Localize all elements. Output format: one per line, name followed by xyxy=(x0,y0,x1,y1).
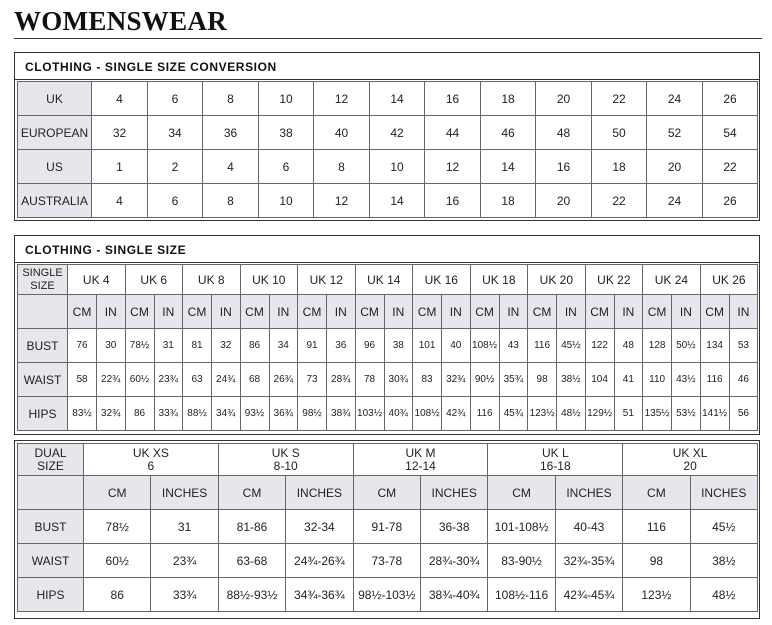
unit-header: IN xyxy=(212,295,241,329)
measurement-value: 28¾-30¾ xyxy=(420,544,487,578)
measurement-value: 34¾ xyxy=(212,397,241,431)
measurement-value: 78½ xyxy=(125,329,154,363)
size-value: 10 xyxy=(259,184,314,218)
unit-header: INCHES xyxy=(555,476,622,510)
size-value: 12 xyxy=(314,184,370,218)
measurement-value: 128 xyxy=(643,329,672,363)
measurement-value: 38¾ xyxy=(327,397,356,431)
unit-header: CM xyxy=(183,295,212,329)
unit-header: CM xyxy=(470,295,499,329)
measurement-value: 116 xyxy=(623,510,690,544)
size-value: 26 xyxy=(703,184,758,218)
measurement-value: 35¾ xyxy=(499,363,528,397)
size-value: 16 xyxy=(425,184,481,218)
size-value: 4 xyxy=(92,82,148,116)
size-header: UK 24 xyxy=(643,265,701,295)
measurement-value: 40-43 xyxy=(555,510,622,544)
size-header: UK 12 xyxy=(298,265,356,295)
size-name: UK XL xyxy=(672,445,708,460)
measurement-value: 36 xyxy=(327,329,356,363)
measurement-value: 32-34 xyxy=(286,510,353,544)
size-value: 10 xyxy=(370,150,425,184)
unit-header: CM xyxy=(125,295,154,329)
empty-cell xyxy=(18,476,84,510)
row-label: WAIST xyxy=(18,363,68,397)
row-label: BUST xyxy=(18,510,84,544)
measurement-value: 38½ xyxy=(557,363,586,397)
size-value: 24 xyxy=(647,184,703,218)
measurement-value: 60½ xyxy=(125,363,154,397)
measurement-value: 41 xyxy=(614,363,643,397)
measurement-value: 40¾ xyxy=(384,397,413,431)
measurement-value: 22¾ xyxy=(97,363,126,397)
size-range: 20 xyxy=(683,458,697,473)
measurement-value: 76 xyxy=(68,329,97,363)
measurement-value: 24¾-26¾ xyxy=(286,544,353,578)
measurement-value: 104 xyxy=(585,363,614,397)
conversion-title: CLOTHING - SINGLE SIZE CONVERSION xyxy=(15,53,759,80)
conversion-row xyxy=(18,82,758,116)
size-value: 12 xyxy=(425,150,481,184)
size-header: UK 20 xyxy=(528,265,586,295)
measurement-value: 56 xyxy=(729,397,758,431)
measurement-value: 123½ xyxy=(623,578,690,612)
measurement-row xyxy=(18,397,758,431)
measurement-value: 48½ xyxy=(690,578,757,612)
unit-header: IN xyxy=(499,295,528,329)
measurement-value: 43½ xyxy=(672,363,701,397)
unit-header: CM xyxy=(528,295,557,329)
size-value: 42 xyxy=(370,116,425,150)
measurement-value: 108½ xyxy=(413,397,442,431)
measurement-value: 42¾ xyxy=(442,397,471,431)
size-value: 36 xyxy=(203,116,259,150)
unit-header: CM xyxy=(218,476,285,510)
size-value: 20 xyxy=(647,150,703,184)
measurement-value: 98½ xyxy=(298,397,327,431)
measurement-row xyxy=(18,544,758,578)
measurement-value: 32¾ xyxy=(442,363,471,397)
size-value: 1 xyxy=(92,150,148,184)
size-value: 32 xyxy=(92,116,148,150)
measurement-value: 98 xyxy=(528,363,557,397)
measurement-value: 108½ xyxy=(470,329,499,363)
row-label: EUROPEAN xyxy=(18,116,92,150)
size-value: 38 xyxy=(259,116,314,150)
measurement-value: 30¾ xyxy=(384,363,413,397)
measurement-value: 98 xyxy=(623,544,690,578)
corner-label: SINGLE SIZE xyxy=(18,265,68,295)
measurement-value: 45½ xyxy=(557,329,586,363)
measurement-value: 31 xyxy=(151,510,218,544)
unit-header: CM xyxy=(585,295,614,329)
measurement-value: 90½ xyxy=(470,363,499,397)
size-value: 54 xyxy=(703,116,758,150)
dual-size-table xyxy=(17,443,758,612)
measurement-value: 32 xyxy=(212,329,241,363)
measurement-value: 73-78 xyxy=(353,544,420,578)
size-value: 24 xyxy=(647,82,703,116)
size-name: UK S xyxy=(271,445,300,460)
size-header: UK 18 xyxy=(470,265,528,295)
measurement-value: 83½ xyxy=(68,397,97,431)
unit-header: CM xyxy=(68,295,97,329)
measurement-value: 38 xyxy=(384,329,413,363)
unit-header: CM xyxy=(413,295,442,329)
size-value: 46 xyxy=(481,116,536,150)
measurement-value: 141½ xyxy=(700,397,729,431)
unit-header: IN xyxy=(154,295,183,329)
measurement-value: 101 xyxy=(413,329,442,363)
measurement-value: 123½ xyxy=(528,397,557,431)
measurement-value: 101-108½ xyxy=(488,510,555,544)
measurement-row xyxy=(18,510,758,544)
measurement-value: 91-78 xyxy=(353,510,420,544)
measurement-value: 50½ xyxy=(672,329,701,363)
size-value: 50 xyxy=(592,116,647,150)
size-name: UK XS xyxy=(132,445,169,460)
measurement-value: 134 xyxy=(700,329,729,363)
measurement-value: 33¾ xyxy=(151,578,218,612)
measurement-row xyxy=(18,363,758,397)
unit-header-row xyxy=(18,295,758,329)
measurement-value: 32¾ xyxy=(97,397,126,431)
title-divider xyxy=(14,38,762,39)
measurement-value: 24¾ xyxy=(212,363,241,397)
row-label: WAIST xyxy=(18,544,84,578)
measurement-value: 45¾ xyxy=(499,397,528,431)
size-value: 4 xyxy=(203,150,259,184)
measurement-value: 38¾-40¾ xyxy=(420,578,487,612)
size-range: 6 xyxy=(147,458,155,473)
unit-header: CM xyxy=(488,476,555,510)
size-value: 18 xyxy=(592,150,647,184)
measurement-value: 60½ xyxy=(84,544,151,578)
size-name: UK L xyxy=(541,445,569,460)
measurement-value: 53½ xyxy=(672,397,701,431)
size-header-row xyxy=(18,265,758,295)
measurement-value: 108½-116 xyxy=(488,578,555,612)
measurement-value: 86 xyxy=(240,329,269,363)
measurement-value: 110 xyxy=(643,363,672,397)
measurement-value: 135½ xyxy=(643,397,672,431)
measurement-value: 32¾-35¾ xyxy=(555,544,622,578)
measurement-value: 116 xyxy=(528,329,557,363)
measurement-value: 129½ xyxy=(585,397,614,431)
measurement-value: 122 xyxy=(585,329,614,363)
measurement-value: 93½ xyxy=(240,397,269,431)
size-value: 22 xyxy=(703,150,758,184)
measurement-value: 73 xyxy=(298,363,327,397)
size-value: 12 xyxy=(314,82,370,116)
size-value: 20 xyxy=(536,82,592,116)
measurement-value: 86 xyxy=(125,397,154,431)
unit-header: IN xyxy=(327,295,356,329)
size-value: 18 xyxy=(481,184,536,218)
size-header: UK 22 xyxy=(585,265,643,295)
size-value: 22 xyxy=(592,184,647,218)
measurement-row xyxy=(18,578,758,612)
conversion-table xyxy=(17,81,758,218)
unit-header: CM xyxy=(353,476,420,510)
single-size-panel xyxy=(14,235,760,435)
conversion-row xyxy=(18,150,758,184)
corner-label: DUAL SIZE xyxy=(18,444,84,476)
measurement-value: 36¾ xyxy=(269,397,298,431)
measurement-value: 36-38 xyxy=(420,510,487,544)
size-value: 34 xyxy=(148,116,203,150)
measurement-value: 86 xyxy=(84,578,151,612)
unit-header: CM xyxy=(84,476,151,510)
size-value: 20 xyxy=(536,184,592,218)
size-value: 2 xyxy=(148,150,203,184)
measurement-value: 48½ xyxy=(557,397,586,431)
row-label: BUST xyxy=(18,329,68,363)
size-header xyxy=(623,444,758,476)
measurement-row xyxy=(18,329,758,363)
unit-header: INCHES xyxy=(420,476,487,510)
conversion-row xyxy=(18,184,758,218)
size-range: 16-18 xyxy=(539,458,571,473)
measurement-value: 98½-103½ xyxy=(353,578,420,612)
measurement-value: 88½ xyxy=(183,397,212,431)
unit-header-row xyxy=(18,476,758,510)
empty-cell xyxy=(18,295,68,329)
measurement-value: 83 xyxy=(413,363,442,397)
row-label: UK xyxy=(18,82,92,116)
size-header xyxy=(353,444,488,476)
size-value: 40 xyxy=(314,116,370,150)
measurement-value: 78½ xyxy=(84,510,151,544)
unit-header: IN xyxy=(672,295,701,329)
measurement-value: 38½ xyxy=(690,544,757,578)
unit-header: IN xyxy=(557,295,586,329)
size-header: UK 10 xyxy=(240,265,298,295)
unit-header: IN xyxy=(614,295,643,329)
size-value: 6 xyxy=(148,82,203,116)
measurement-value: 23¾ xyxy=(151,544,218,578)
unit-header: IN xyxy=(729,295,758,329)
single-size-table xyxy=(17,264,758,431)
size-header: UK 8 xyxy=(183,265,241,295)
measurement-value: 34 xyxy=(269,329,298,363)
size-value: 26 xyxy=(703,82,758,116)
size-header xyxy=(488,444,623,476)
size-value: 44 xyxy=(425,116,481,150)
measurement-value: 83-90½ xyxy=(488,544,555,578)
measurement-value: 103½ xyxy=(355,397,384,431)
measurement-value: 81-86 xyxy=(218,510,285,544)
measurement-value: 33¾ xyxy=(154,397,183,431)
measurement-value: 63 xyxy=(183,363,212,397)
measurement-value: 28¾ xyxy=(327,363,356,397)
single-size-title: CLOTHING - SINGLE SIZE xyxy=(15,236,759,263)
unit-header: INCHES xyxy=(151,476,218,510)
size-value: 52 xyxy=(647,116,703,150)
unit-header: IN xyxy=(384,295,413,329)
size-value: 8 xyxy=(203,82,259,116)
measurement-value: 96 xyxy=(355,329,384,363)
measurement-value: 40 xyxy=(442,329,471,363)
measurement-value: 116 xyxy=(470,397,499,431)
measurement-value: 53 xyxy=(729,329,758,363)
measurement-value: 68 xyxy=(240,363,269,397)
measurement-value: 58 xyxy=(68,363,97,397)
size-value: 16 xyxy=(536,150,592,184)
size-header: UK 6 xyxy=(125,265,183,295)
size-value: 10 xyxy=(259,82,314,116)
size-value: 14 xyxy=(370,184,425,218)
measurement-value: 91 xyxy=(298,329,327,363)
size-value: 16 xyxy=(425,82,481,116)
row-label: AUSTRALIA xyxy=(18,184,92,218)
size-value: 48 xyxy=(536,116,592,150)
measurement-value: 116 xyxy=(700,363,729,397)
size-value: 6 xyxy=(259,150,314,184)
row-label: US xyxy=(18,150,92,184)
size-value: 14 xyxy=(481,150,536,184)
measurement-value: 31 xyxy=(154,329,183,363)
size-value: 6 xyxy=(148,184,203,218)
size-header: UK 14 xyxy=(355,265,413,295)
unit-header: IN xyxy=(97,295,126,329)
unit-header: IN xyxy=(442,295,471,329)
row-label: HIPS xyxy=(18,578,84,612)
unit-header: INCHES xyxy=(286,476,353,510)
unit-header: CM xyxy=(240,295,269,329)
size-header xyxy=(84,444,219,476)
dual-size-panel xyxy=(14,440,760,619)
measurement-value: 26¾ xyxy=(269,363,298,397)
size-value: 8 xyxy=(314,150,370,184)
size-range: 12-14 xyxy=(405,458,436,473)
measurement-value: 88½-93½ xyxy=(218,578,285,612)
size-value: 22 xyxy=(592,82,647,116)
size-header xyxy=(218,444,353,476)
unit-header: IN xyxy=(269,295,298,329)
conversion-panel xyxy=(14,52,760,221)
size-range: 8-10 xyxy=(273,458,298,473)
unit-header: CM xyxy=(700,295,729,329)
size-header: UK 26 xyxy=(700,265,758,295)
measurement-value: 46 xyxy=(729,363,758,397)
measurement-value: 34¾-36¾ xyxy=(286,578,353,612)
unit-header: CM xyxy=(298,295,327,329)
measurement-value: 43 xyxy=(499,329,528,363)
unit-header: INCHES xyxy=(690,476,757,510)
size-value: 18 xyxy=(481,82,536,116)
measurement-value: 78 xyxy=(355,363,384,397)
measurement-value: 63-68 xyxy=(218,544,285,578)
unit-header: CM xyxy=(355,295,384,329)
size-value: 4 xyxy=(92,184,148,218)
size-header-row xyxy=(18,444,758,476)
conversion-row xyxy=(18,116,758,150)
unit-header: CM xyxy=(623,476,690,510)
measurement-value: 42¾-45¾ xyxy=(555,578,622,612)
measurement-value: 45½ xyxy=(690,510,757,544)
unit-header: CM xyxy=(643,295,672,329)
size-header: UK 16 xyxy=(413,265,471,295)
row-label: HIPS xyxy=(18,397,68,431)
size-header: UK 4 xyxy=(68,265,126,295)
measurement-value: 81 xyxy=(183,329,212,363)
size-value: 14 xyxy=(370,82,425,116)
size-value: 8 xyxy=(203,184,259,218)
measurement-value: 51 xyxy=(614,397,643,431)
size-name: UK M xyxy=(405,445,436,460)
measurement-value: 30 xyxy=(97,329,126,363)
measurement-value: 23¾ xyxy=(154,363,183,397)
measurement-value: 48 xyxy=(614,329,643,363)
page-title: WOMENSWEAR xyxy=(14,6,228,36)
